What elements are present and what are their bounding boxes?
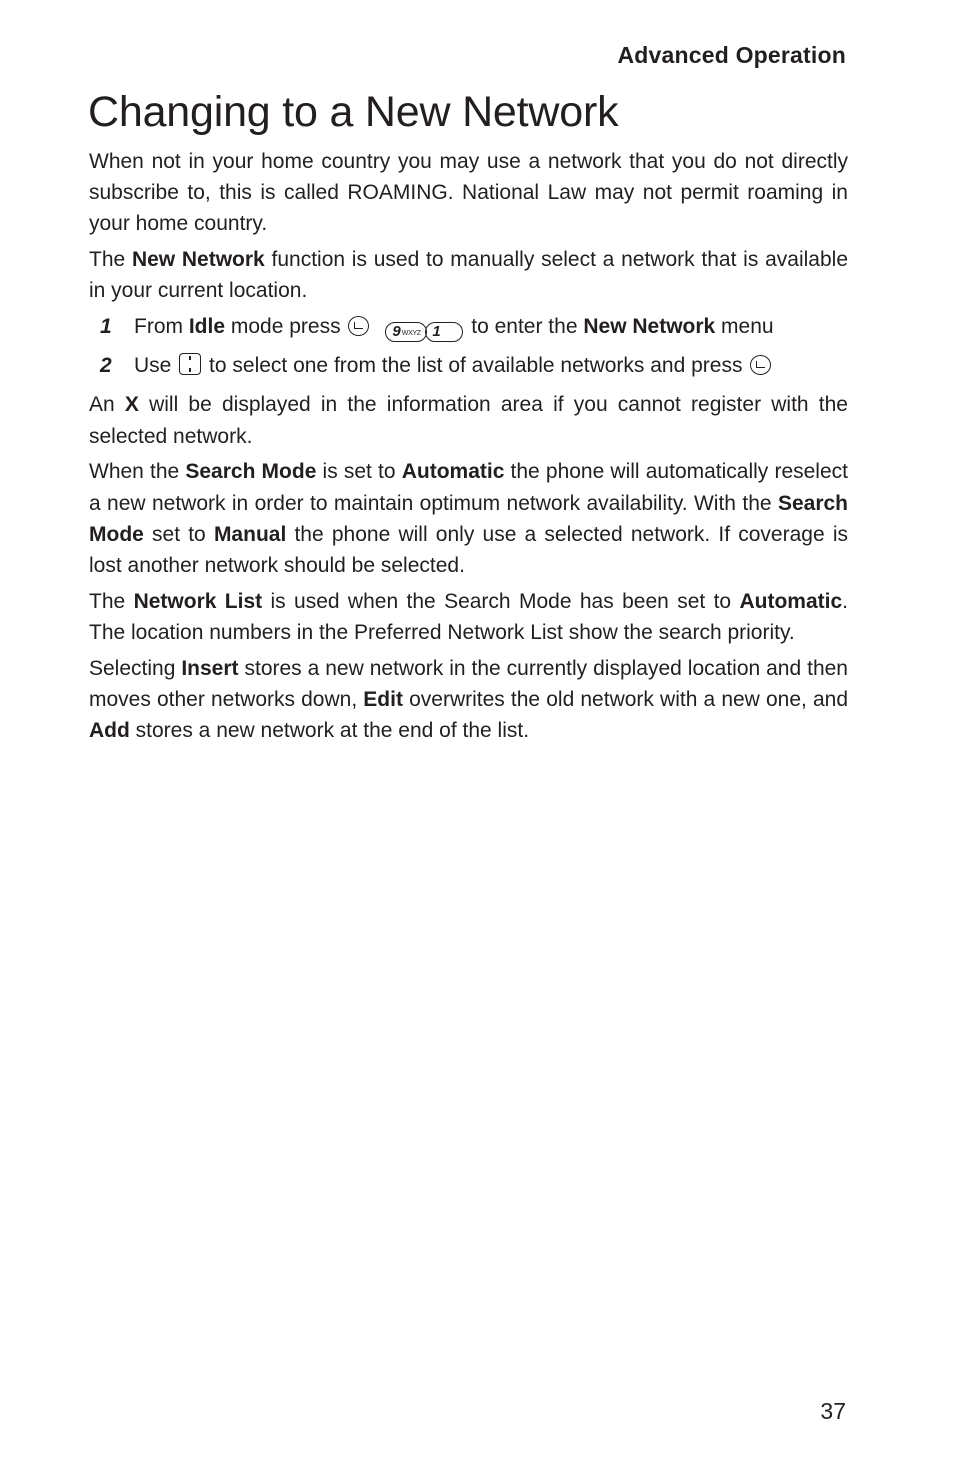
navigation-key-icon [179,353,201,375]
step-1 [89,311,848,342]
page-content [89,146,848,751]
soft-key-icon [348,316,369,336]
paragraph-new-network: The New Network function is used to manually select a network that is available in your current location. [89,248,848,303]
step-2 [89,350,848,381]
paragraph-insert-edit-add: Selecting Insert stores a new network in the currently displayed location and then moves other networks down, Edit overwrites the old network with a new one, and Add stores a new network at the end of the list. [89,656,849,742]
step-text: From Idle mode press 9WXYZ 1 to enter the New Network menu [134,315,774,341]
step-number: 1 [100,315,112,339]
key-9-icon: 9WXYZ [385,322,427,342]
step-text: Use to select one from the list of available networks and press [134,350,848,381]
section-header: Advanced Operation [617,42,846,68]
step-number: 2 [100,354,112,378]
paragraph-search-mode: When the Search Mode is set to Automatic the phone will automatically reselect a new network in order to maintain optimum network availability. With the Search Mode set to Manual the phone will only use a selected network. If coverage is lost another network should be selected. [89,460,848,577]
page-title: Changing to a New Network [88,88,619,136]
paragraph-x-info: An X will be displayed in the information area if you cannot register with the selected network. [89,393,848,448]
soft-key-icon [750,355,771,375]
paragraph-network-list: The Network List is used when the Search Mode has been set to Automatic. The location numbers in the Preferred Network List show the search priority. [89,589,848,644]
paragraph-roaming: When not in your home country you may use a network that you do not directly subscribe to, this is called ROAMING. National Law may not permit roaming in your home country. [89,150,848,236]
page-number: 37 [820,1398,846,1424]
key-1-icon: 1 [425,322,463,342]
